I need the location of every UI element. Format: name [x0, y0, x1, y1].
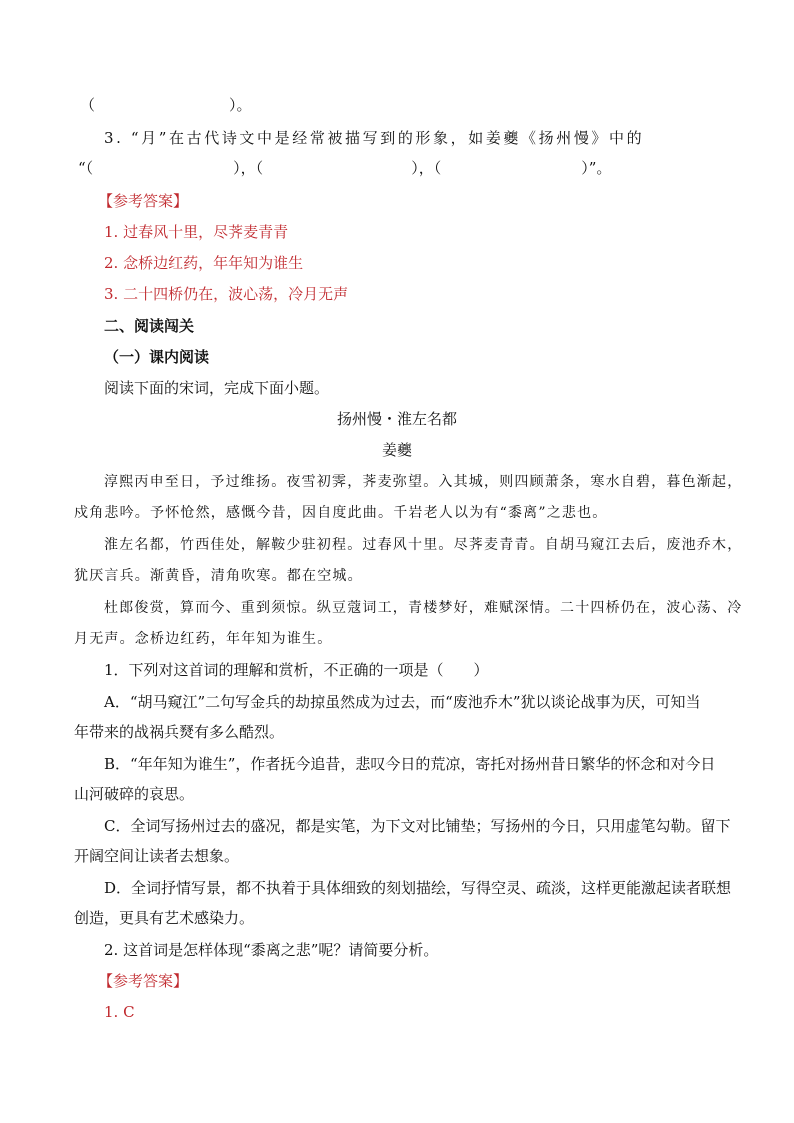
answer-2-1: 1. C — [104, 1003, 135, 1021]
answer-1-3: 3. 二十四桥仍在，波心荡，冷月无声 — [104, 285, 349, 303]
poem-stanza2-line1: 杜郎俊赏，算而今、重到须惊。纵豆蔻词工，青楼梦好，难赋深情。二十四桥仍在，波心荡、冷 — [104, 600, 743, 616]
poem-preface-line2: 戍角悲吟。予怀怆然，感慨今昔，因自度此曲。千岩老人以为有“黍离”之悲也。 — [74, 505, 608, 521]
poem-title: 扬州慢・淮左名都 — [336, 410, 457, 428]
poem-author: 姜夔 — [381, 441, 412, 459]
poem-stanza1-line2: 犹厌言兵。渐黄昏，清角吹寒。都在空城。 — [74, 568, 363, 584]
option-c-line1: C．全词写扬州过去的盛况，都是实笔，为下文对比铺垫；写扬州的今日，只用虚笔勾勒。留下 — [104, 817, 731, 835]
poem-stanza1-line1: 淮左名都，竹西佳处，解鞍少驻初程。过春风十里。尽荠麦青青。自胡马窥江去后，废池乔木， — [104, 537, 743, 553]
question-2: 2. 这首词是怎样体现“黍离之悲”呢？请简要分析。 — [104, 941, 439, 959]
q3-mid1: ），（ — [233, 159, 264, 177]
answer-tag-1: 【参考答案】 — [98, 192, 189, 210]
question-1: 1．下列对这首词的理解和赏析，不正确的一项是（ ） — [104, 661, 489, 679]
q2-tail-open: （ — [80, 96, 96, 114]
q3-open: “（ — [78, 159, 94, 177]
answer-1-2: 2. 念桥边红药，年年知为谁生 — [104, 254, 304, 272]
section-title: 二、阅读闯关 — [104, 317, 195, 335]
option-b-line2: 山河破碎的哀思。 — [74, 785, 195, 803]
q3-mid2: ），（ — [411, 159, 442, 177]
q2-tail-close: ）。 — [229, 96, 252, 114]
poem-stanza2-line2: 月无声。念桥边红药，年年知为谁生。 — [74, 631, 333, 647]
answer-tag-2: 【参考答案】 — [98, 972, 189, 990]
poem-preface-line1: 淳熙丙申至日，予过维扬。夜雪初霁，荠麦弥望。入其城，则四顾萧条，寒水自碧，暮色渐起， — [104, 474, 743, 490]
q2-tail — [80, 95, 252, 115]
section-instruction: 阅读下面的宋词，完成下面小题。 — [104, 379, 330, 397]
q3-line1: 3. “月”在古代诗文中是经常被描写到的形象，如姜夔《扬州慢》中的 — [104, 129, 645, 147]
option-a-line1: A．“胡马窥江”二句写金兵的劫掠虽然成为过去，而“废池乔木”犹以谈论战事为厌，可知当 — [104, 693, 701, 711]
section-subtitle: （一）课内阅读 — [104, 348, 210, 366]
option-d-line1: D．全词抒情写景，都不执着于具体细致的刻划描绘，写得空灵、疏淡，这样更能激起读者联想 — [104, 879, 732, 897]
option-a-line2: 年带来的战祸兵燹有多么酷烈。 — [74, 723, 285, 741]
q3-line2 — [78, 158, 611, 178]
answer-1-1: 1. 过春风十里，尽荠麦青青 — [104, 223, 289, 241]
q3-close: ）”。 — [581, 159, 612, 177]
option-d-line2: 创造，更具有艺术感染力。 — [74, 909, 255, 927]
option-c-line2: 开阔空间让读者去想象。 — [74, 847, 240, 865]
option-b-line1: B．“年年知为谁生”，作者抚今追昔，悲叹今日的荒凉，寄托对扬州昔日繁华的怀念和对今日 — [104, 755, 716, 773]
